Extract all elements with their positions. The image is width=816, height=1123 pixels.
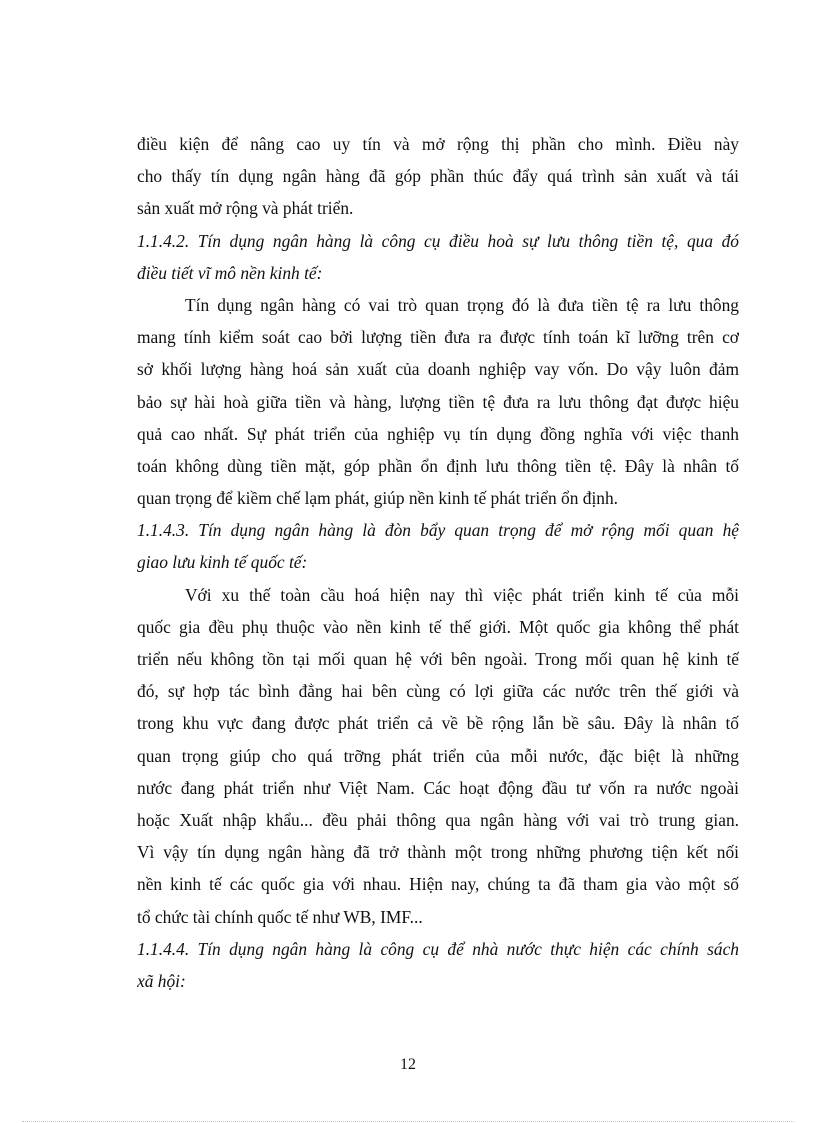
paragraph-line: quốc gia đều phụ thuộc vào nền kinh tế thế giới. Một quốc gia không thể phát [137, 616, 739, 637]
paragraph-line: triển nếu không tồn tại mối quan hệ với bên ngoài. Trong mối quan hệ kinh tế [137, 649, 739, 669]
paragraph-line: Với xu thế toàn cầu hoá hiện nay thì việc phát triển kinh tế của mỗi [185, 584, 739, 605]
section-heading-1-1-4-3: 1.1.4.3. Tín dụng ngân hàng là đòn bẩy quan trọng để mở rộng mối quan hệ [137, 520, 739, 541]
paragraph-line: quả cao nhất. Sự phát triển của nghiệp vụ tín dụng đồng nghĩa với việc thanh [137, 423, 739, 444]
paragraph-line: tổ chức tài chính quốc tế như WB, IMF... [137, 906, 423, 927]
paragraph-line: hoặc Xuất nhập khẩu... đều phải thông qua ngân hàng với vai trò trung gian. [137, 809, 739, 830]
paragraph-line: cho thấy tín dụng ngân hàng đã góp phần thúc đẩy quá trình sản xuất và tái [137, 166, 739, 187]
paragraph-line: bảo sự hài hoà giữa tiền và hàng, lượng tiền tệ đưa ra lưu thông đạt được hiệu [137, 391, 739, 412]
page-bottom-divider [22, 1121, 794, 1122]
section-heading-1-1-4-3-cont: giao lưu kinh tế quốc tế: [137, 552, 308, 573]
paragraph-line: sở khối lượng hàng hoá sản xuất của doanh nghiệp vay vốn. Do vậy luôn đảm [137, 359, 739, 380]
paragraph-line: trong khu vực đang được phát triển cả về bề rộng lẫn bề sâu. Đây là nhân tố [137, 713, 739, 734]
paragraph-line: sản xuất mở rộng và phát triển. [137, 198, 354, 219]
section-heading-1-1-4-4: 1.1.4.4. Tín dụng ngân hàng là công cụ để nhà nước thực hiện các chính sách [137, 938, 739, 959]
paragraph-line: đó, sự hợp tác bình đẳng hai bên cùng có lợi giữa các nước trên thế giới và [137, 681, 739, 702]
page-number: 12 [400, 1056, 416, 1073]
paragraph-line: toán không dùng tiền mặt, góp phần ổn định lưu thông tiền tệ. Đây là nhân tố [137, 455, 739, 476]
paragraph-line: nước đang phát triển như Việt Nam. Các hoạt động đầu tư vốn ra nước ngoài [137, 777, 739, 798]
paragraph-line: mang tính kiểm soát cao bởi lượng tiền đưa ra được tính toán kĩ lưỡng trên cơ [137, 327, 739, 348]
page-body [137, 128, 739, 997]
paragraph-line: quan trọng để kiềm chế lạm phát, giúp nền kinh tế phát triển ổn định. [137, 488, 619, 509]
paragraph-line: quan trọng giúp cho quá trỡng phát triển của mỗi nước, đặc biệt là những [137, 745, 739, 766]
section-heading-1-1-4-2-cont: điều tiết vĩ mô nền kinh tế: [137, 262, 323, 283]
paragraph-line: Vì vậy tín dụng ngân hàng đã trở thành một trong những phương tiện kết nối [137, 842, 739, 863]
paragraph-line: Tín dụng ngân hàng có vai trò quan trọng đó là đưa tiền tệ ra lưu thông [185, 294, 739, 315]
paragraph-line: điều kiện để nâng cao uy tín và mở rộng thị phần cho mình. Điều này [137, 134, 739, 154]
section-heading-1-1-4-4-cont: xã hội: [137, 970, 186, 991]
paragraph-line: nền kinh tế các quốc gia với nhau. Hiện nay, chúng ta đã tham gia vào một số [137, 874, 739, 895]
section-heading-1-1-4-2: 1.1.4.2. Tín dụng ngân hàng là công cụ điều hoà sự lưu thông tiền tệ, qua đó [137, 230, 739, 251]
